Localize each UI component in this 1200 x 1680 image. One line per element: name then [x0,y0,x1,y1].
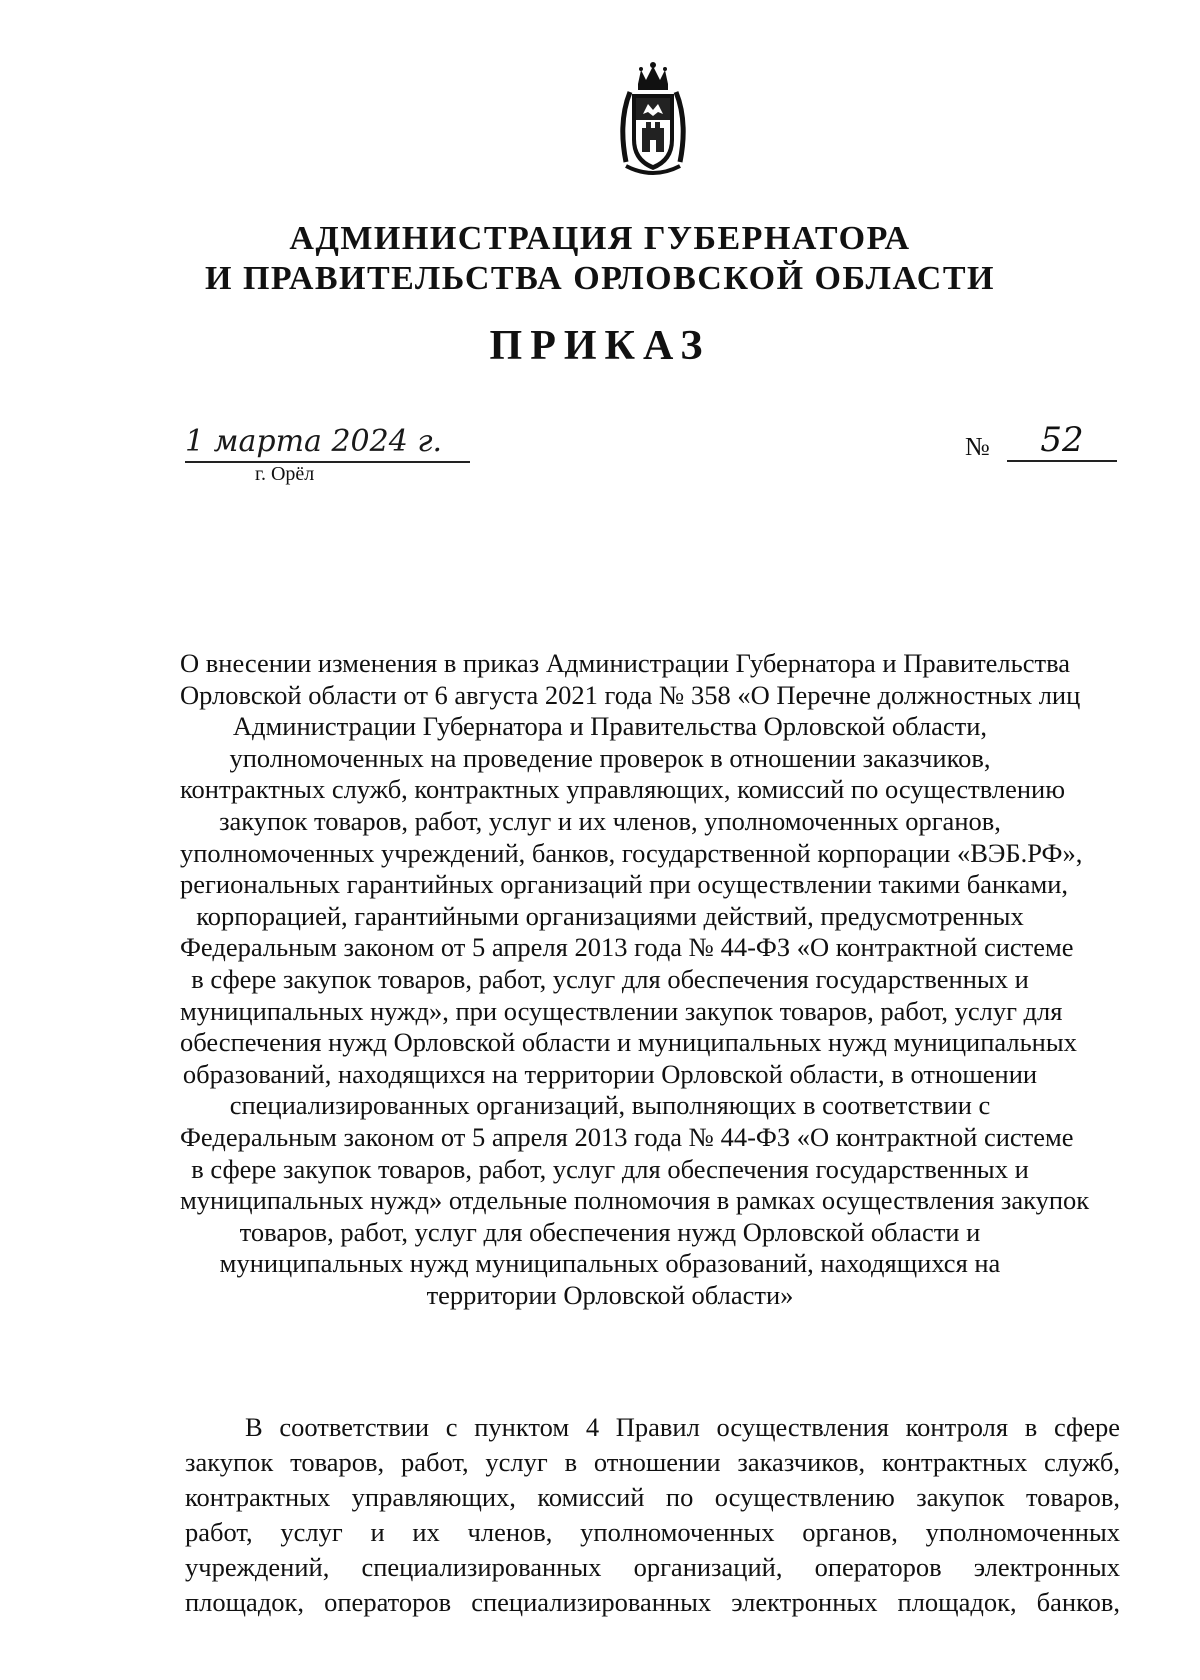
subject-line: корпорацией, гарантийными организациями действий, предусмотренных [196,900,1024,931]
subject-line: Орловской области от 6 августа 2021 года № 358 «О Перечне должностных лиц [180,679,1081,710]
body-line: учреждений, специализированных организаций, операторов электронных [185,1552,1120,1582]
document-type-title: ПРИКАЗ [489,323,711,369]
document-city: г. Орёл [255,463,315,485]
subject-line: уполномоченных учреждений, банков, государственной корпорации «ВЭБ.РФ», [180,837,1083,868]
subject-line: муниципальных нужд» отдельные полномочия в рамках осуществления закупок [180,1185,1090,1216]
subject-line: региональных гарантийных организаций при осуществлении такими банками, [180,869,1069,900]
subject-line: специализированных организаций, выполняющих в соответствии с [229,1090,991,1121]
subject-line: контрактных служб, контрактных управляющих, комиссий по осуществлению [180,774,1066,805]
document-date-block [185,425,470,486]
subject-line: обеспечения нужд Орловской области и муниципальных нужд муниципальных [180,1027,1077,1058]
oryol-oblast-coat-of-arms-icon [608,62,698,182]
handwritten-date: 1 марта 2024 г. [185,425,470,463]
subject-line: муниципальных нужд муниципальных образований, находящихся на [219,1248,1001,1279]
handwritten-document-number: 52 [1007,420,1117,462]
subject-line: территории Орловской области» [426,1279,794,1310]
body-line: работ, услуг и их членов, уполномоченных органов, уполномоченных [185,1517,1120,1547]
body-line: площадок, операторов специализированных электронных площадок, банков, [185,1587,1120,1617]
organization-name-line1: АДМИНИСТРАЦИЯ ГУБЕРНАТОРА [289,220,911,257]
subject-line: в сфере закупок товаров, работ, услуг для обеспечения государственных и [191,963,1029,994]
subject-line: муниципальных нужд», при осуществлении закупок товаров, работ, услуг для [180,995,1063,1026]
subject-line: образований, находящихся на территории Орловской области, в отношении [182,1058,1038,1089]
body-line: контрактных управляющих, комиссий по осуществлению закупок товаров, [185,1482,1120,1512]
subject-line: уполномоченных на проведение проверок в отношении заказчиков, [229,742,991,773]
document-number-block [965,420,1125,468]
subject-line: в сфере закупок товаров, работ, услуг для обеспечения государственных и [191,1153,1029,1184]
subject-line: Администрации Губернатора и Правительства Орловской области, [232,711,988,742]
subject-line: закупок товаров, работ, услуг и их членов, уполномоченных органов, [219,805,1001,836]
document-subject [180,648,1090,1311]
number-sign: № [965,432,990,461]
body-line: закупок товаров, работ, услуг в отношении заказчиков, контрактных служб, [185,1447,1120,1477]
document-body-paragraph [185,1410,1120,1620]
body-line: В соответствии с пунктом 4 Правил осуществления контроля в сфере [245,1412,1120,1442]
subject-line: О внесении изменения в приказ Администрации Губернатора и Правительства [180,648,1070,678]
subject-line: товаров, работ, услуг для обеспечения нужд Орловской области и [239,1216,981,1247]
subject-line: Федеральным законом от 5 апреля 2013 года № 44-ФЗ «О контрактной системе [180,932,1074,963]
subject-line: Федеральным законом от 5 апреля 2013 года № 44-ФЗ «О контрактной системе [180,1121,1074,1152]
organization-name-line2: И ПРАВИТЕЛЬСТВА ОРЛОВСКОЙ ОБЛАСТИ [205,260,995,297]
